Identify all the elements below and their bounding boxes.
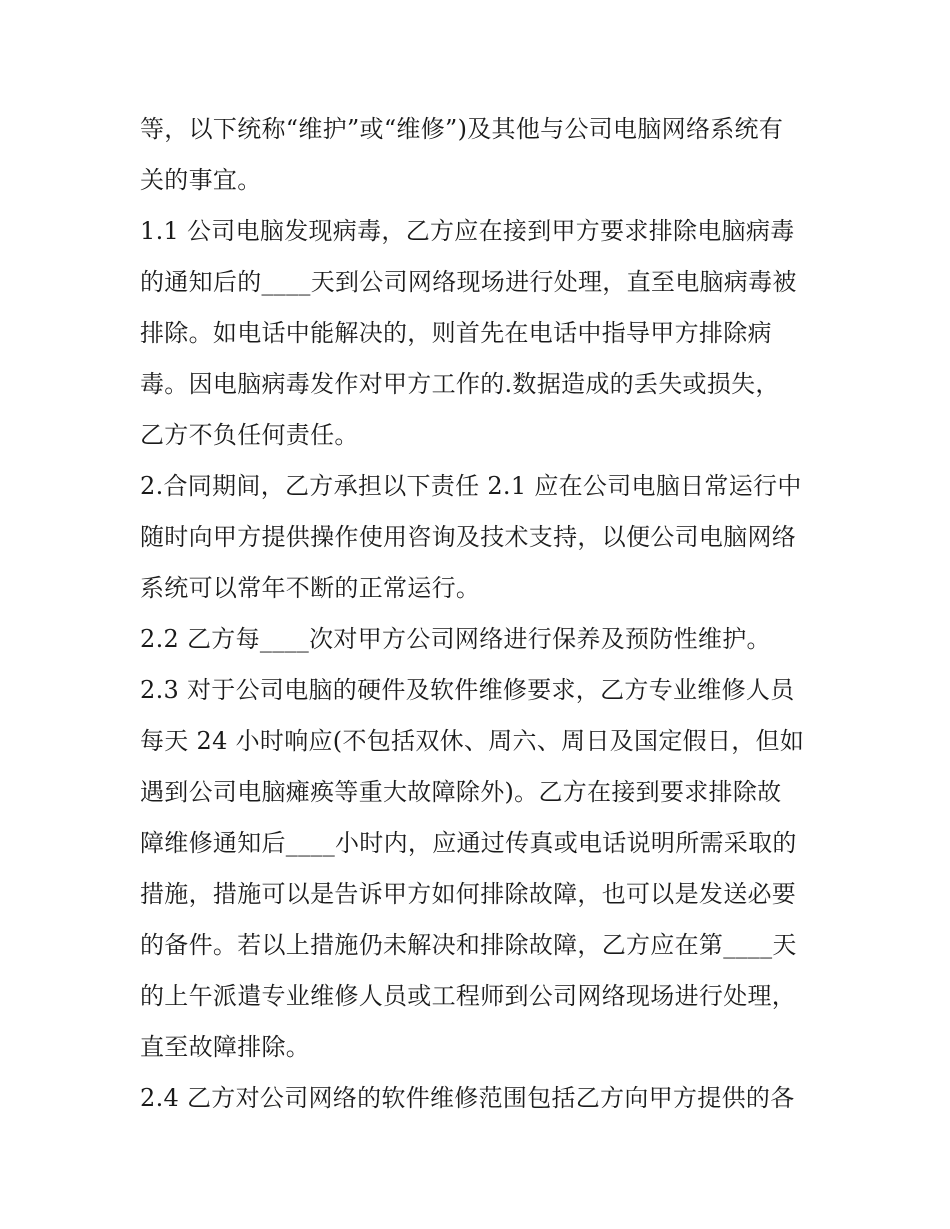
text-line: 1.1 公司电脑发现病毒，乙方应在接到甲方要求排除电脑病毒: [140, 217, 795, 245]
text-line: 系统可以常年不断的正常运行。: [140, 574, 481, 602]
text-line: 毒。因电脑病毒发作对甲方工作的.数据造成的丢失或损失，: [140, 370, 780, 398]
text-line: 等，以下统称“维护”或“维修”)及其他与公司电脑网络系统有: [140, 115, 784, 143]
text-line: 随时向甲方提供操作使用咨询及技术支持，以便公司电脑网络: [140, 523, 797, 551]
text-line: 的通知后的____天到公司网络现场进行处理，直至电脑病毒被: [140, 268, 797, 296]
text-line: 排除。如电话中能解决的，则首先在电话中指导甲方排除病: [140, 319, 772, 347]
text-line: 乙方不负任何责任。: [140, 421, 359, 449]
text-line: 2.2 乙方每____次对甲方公司网络进行保养及预防性维护。: [140, 625, 771, 653]
text-line: 2.3 对于公司电脑的硬件及软件维修要求，乙方专业维修人员: [140, 676, 795, 704]
text-line: 直至故障排除。: [140, 1033, 311, 1061]
text-line: 关的事宜。: [140, 166, 262, 194]
text-line: 的备件。若以上措施仍未解决和排除故障，乙方应在第____天: [140, 931, 797, 959]
text-line: 2.合同期间，乙方承担以下责任 2.1 应在公司电脑日常运行中: [140, 472, 802, 500]
text-line: 每天 24 小时响应(不包括双休、周六、周日及国定假日，但如: [140, 727, 805, 755]
text-line: 的上午派遣专业维修人员或工程师到公司网络现场进行处理，: [140, 982, 797, 1010]
text-line: 2.4 乙方对公司网络的软件维修范围包括乙方向甲方提供的各: [140, 1084, 795, 1112]
text-line: 措施，措施可以是告诉甲方如何排除故障，也可以是发送必要: [140, 880, 797, 908]
contract-text: [140, 104, 830, 1124]
text-line: 遇到公司电脑瘫痪等重大故障除外)。乙方在接到要求排除故: [140, 778, 782, 806]
text-line: 障维修通知后____小时内，应通过传真或电话说明所需采取的: [140, 829, 797, 857]
